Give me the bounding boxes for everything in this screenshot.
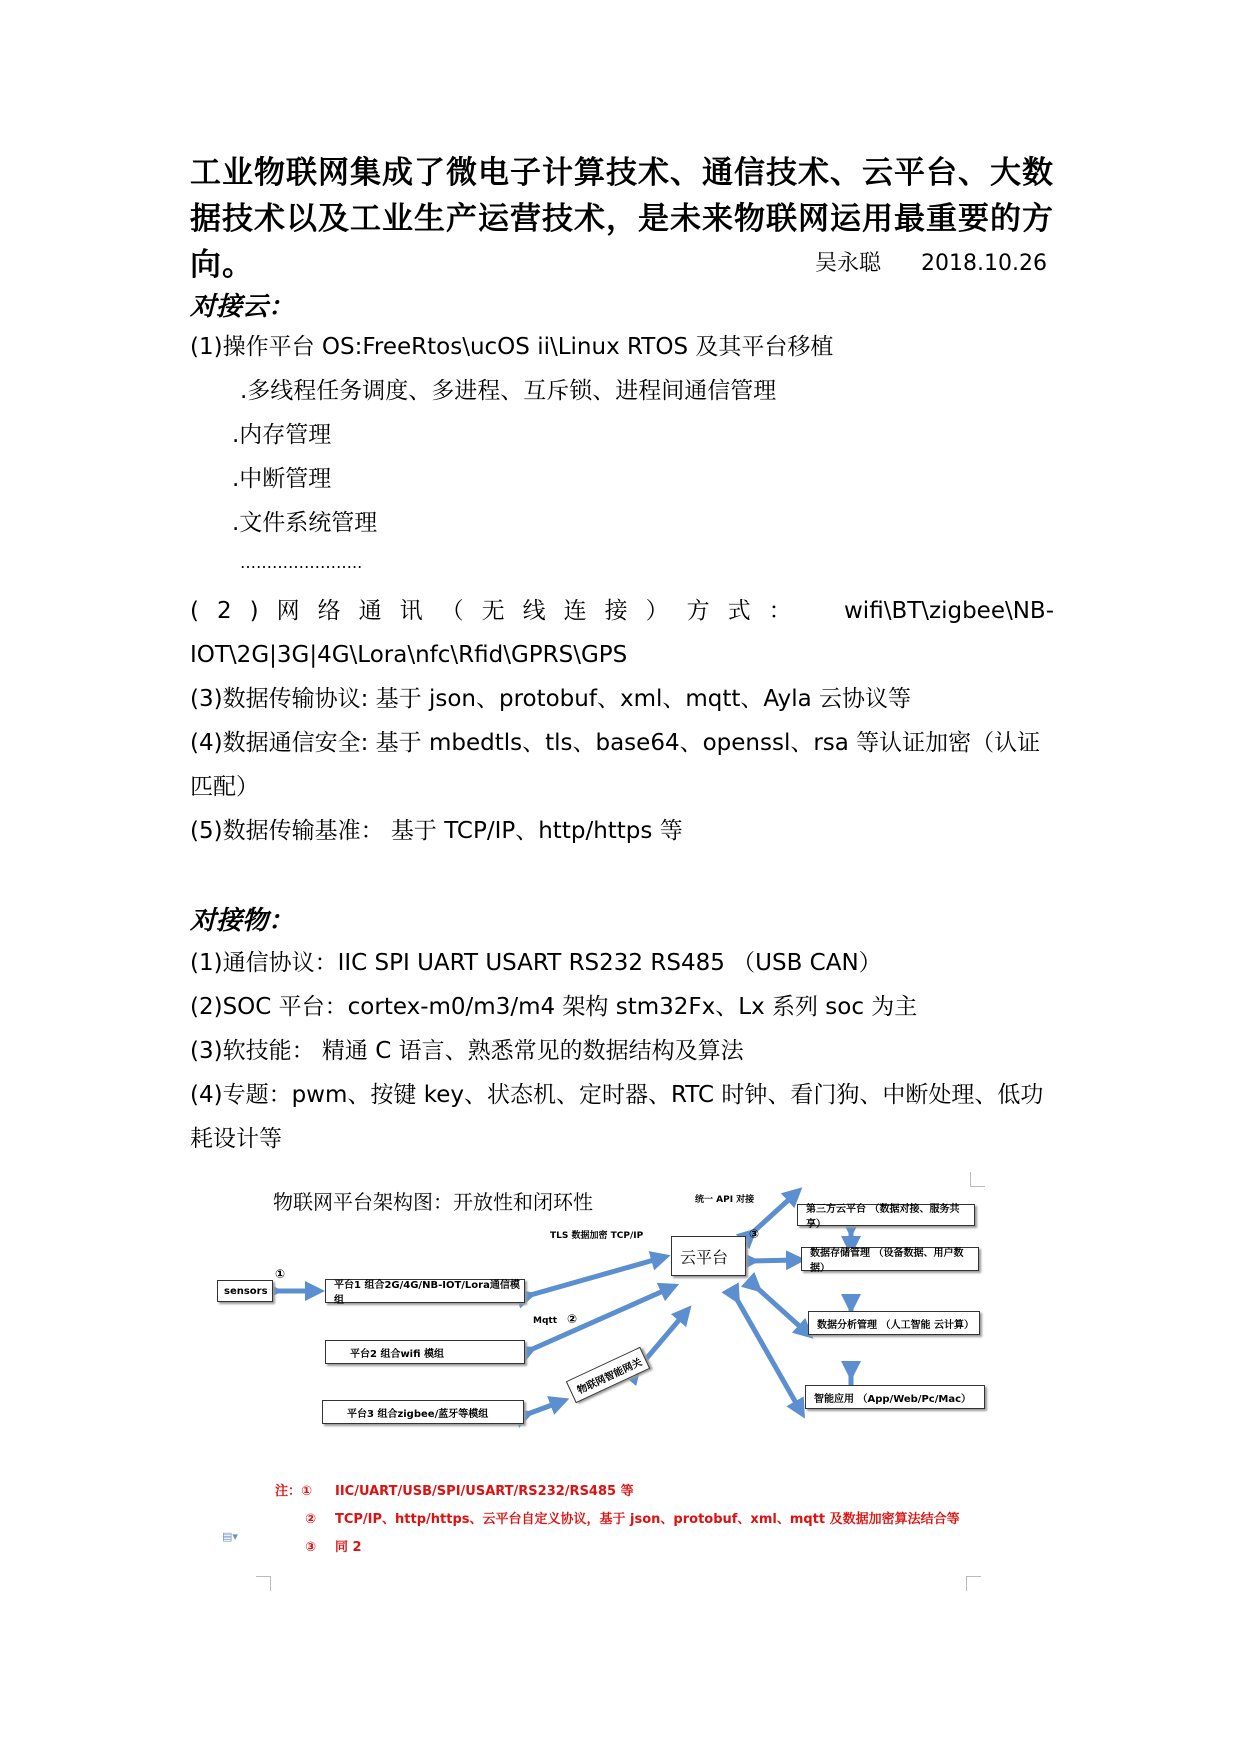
- arrow-p1-cloud: [527, 1258, 661, 1296]
- label-circle-1: ①: [275, 1267, 286, 1281]
- cloud-item-2b: wifi\BT\zigbee\NB-: [844, 598, 1055, 624]
- cloud-heading: 对接云：: [190, 292, 295, 322]
- label-tls: TLS 数据加密 TCP/IP: [550, 1231, 644, 1241]
- paste-options-icon[interactable]: ▤▾: [222, 1530, 238, 1543]
- data-storage-box: 数据存储管理 （设备数据、用户数据）: [801, 1247, 979, 1271]
- arrow-p3-gateway: [525, 1402, 560, 1415]
- cloud-item-4: (4)数据通信安全: 基于 mbedtls、tls、base64、openssl、rsa 等认证加密（认证匹配）: [190, 730, 1041, 800]
- label-unified-api: 统一 API 对接: [695, 1195, 755, 1205]
- architecture-diagram: [215, 1180, 1035, 1600]
- arrow-cloud-storage: [750, 1260, 796, 1261]
- thing-item-2: (2)SOC 平台：cortex-m0/m3/m4 架构 stm32Fx、Lx 系列 soc 为主: [190, 994, 918, 1020]
- thing-heading: 对接物：: [190, 906, 295, 936]
- note-2: ② TCP/IP、http/https、云平台自定义协议，基于 json、protobuf、xml、mqtt 及数据加密算法结合等: [305, 1512, 960, 1527]
- gateway-box: 物联网智能网关: [566, 1347, 650, 1403]
- arrow-cloud-app: [735, 1296, 800, 1410]
- cloud-sub-1: .多线程任务调度、多进程、互斥锁、进程间通信管理: [240, 378, 777, 404]
- cloud-item-5: (5)数据传输基准： 基于 TCP/IP、http/https 等: [190, 818, 683, 844]
- platform-3-box: 平台3 组合zigbee/蓝牙等模组: [322, 1400, 524, 1424]
- cloud-item-2a: (2)网络通讯（无线连接）方式：: [190, 598, 810, 624]
- cloud-item-2c: IOT\2G|3G|4G\Lora\nfc\Rfid\GPRS\GPS: [190, 642, 628, 668]
- author-name: 吴永聪: [815, 251, 882, 276]
- cloud-sub-2: .内存管理: [232, 422, 332, 448]
- third-party-cloud-box: 第三方云平台 （数据对接、服务共享）: [797, 1204, 975, 1226]
- sensors-box: sensors: [217, 1280, 273, 1302]
- thing-item-1: (1)通信协议：IIC SPI UART USART RS232 RS485 （USB CAN）: [190, 950, 882, 976]
- author-line: [815, 246, 1047, 277]
- cloud-item-1: (1)操作平台 OS:FreeRtos\ucOS ii\Linux RTOS 及其平台移植: [190, 334, 834, 360]
- note-3: ③ 同 2: [305, 1540, 362, 1555]
- cloud-platform-box: 云平台: [671, 1236, 746, 1276]
- label-circle-3: ③: [749, 1227, 760, 1241]
- smart-app-box: 智能应用 （App/Web/Pc/Mac）: [805, 1385, 985, 1409]
- thing-item-4: (4)专题：pwm、按键 key、状态机、定时器、RTC 时钟、看门狗、中断处理、低功耗设计等: [190, 1082, 1044, 1152]
- platform-2-box: 平台2 组合wifi 模组: [325, 1340, 525, 1364]
- document-title: 工业物联网集成了微电子计算技术、通信技术、云平台、大数据技术以及工业生产运营技术，是未来物联网运用最重要的方向。: [190, 155, 1054, 283]
- label-circle-2: ②: [567, 1312, 578, 1326]
- date: 2018.10.26: [921, 251, 1047, 276]
- thing-item-3: (3)软技能： 精通 C 语言、熟悉常见的数据结构及算法: [190, 1038, 744, 1064]
- cloud-sub-3: .中断管理: [232, 466, 332, 492]
- note-1: 注：① IIC/UART/USB/SPI/USART/RS232/RS485 等: [275, 1484, 634, 1499]
- cloud-sub-5: …………………..: [240, 553, 363, 572]
- platform-1-box: 平台1 组合2G/4G/NB-IOT/Lora通信模组: [325, 1279, 525, 1303]
- arrow-cloud-analysis: [755, 1286, 806, 1332]
- data-analysis-box: 数据分析管理 （人工智能 云计算）: [808, 1311, 980, 1335]
- label-mqtt: Mqtt: [533, 1316, 558, 1326]
- cloud-sub-4: .文件系统管理: [232, 510, 378, 536]
- diagram-title: 物联网平台架构图：开放性和闭环性: [273, 1190, 593, 1214]
- cloud-item-3: (3)数据传输协议: 基于 json、protobuf、xml、mqtt、Ayla 云协议等: [190, 686, 911, 712]
